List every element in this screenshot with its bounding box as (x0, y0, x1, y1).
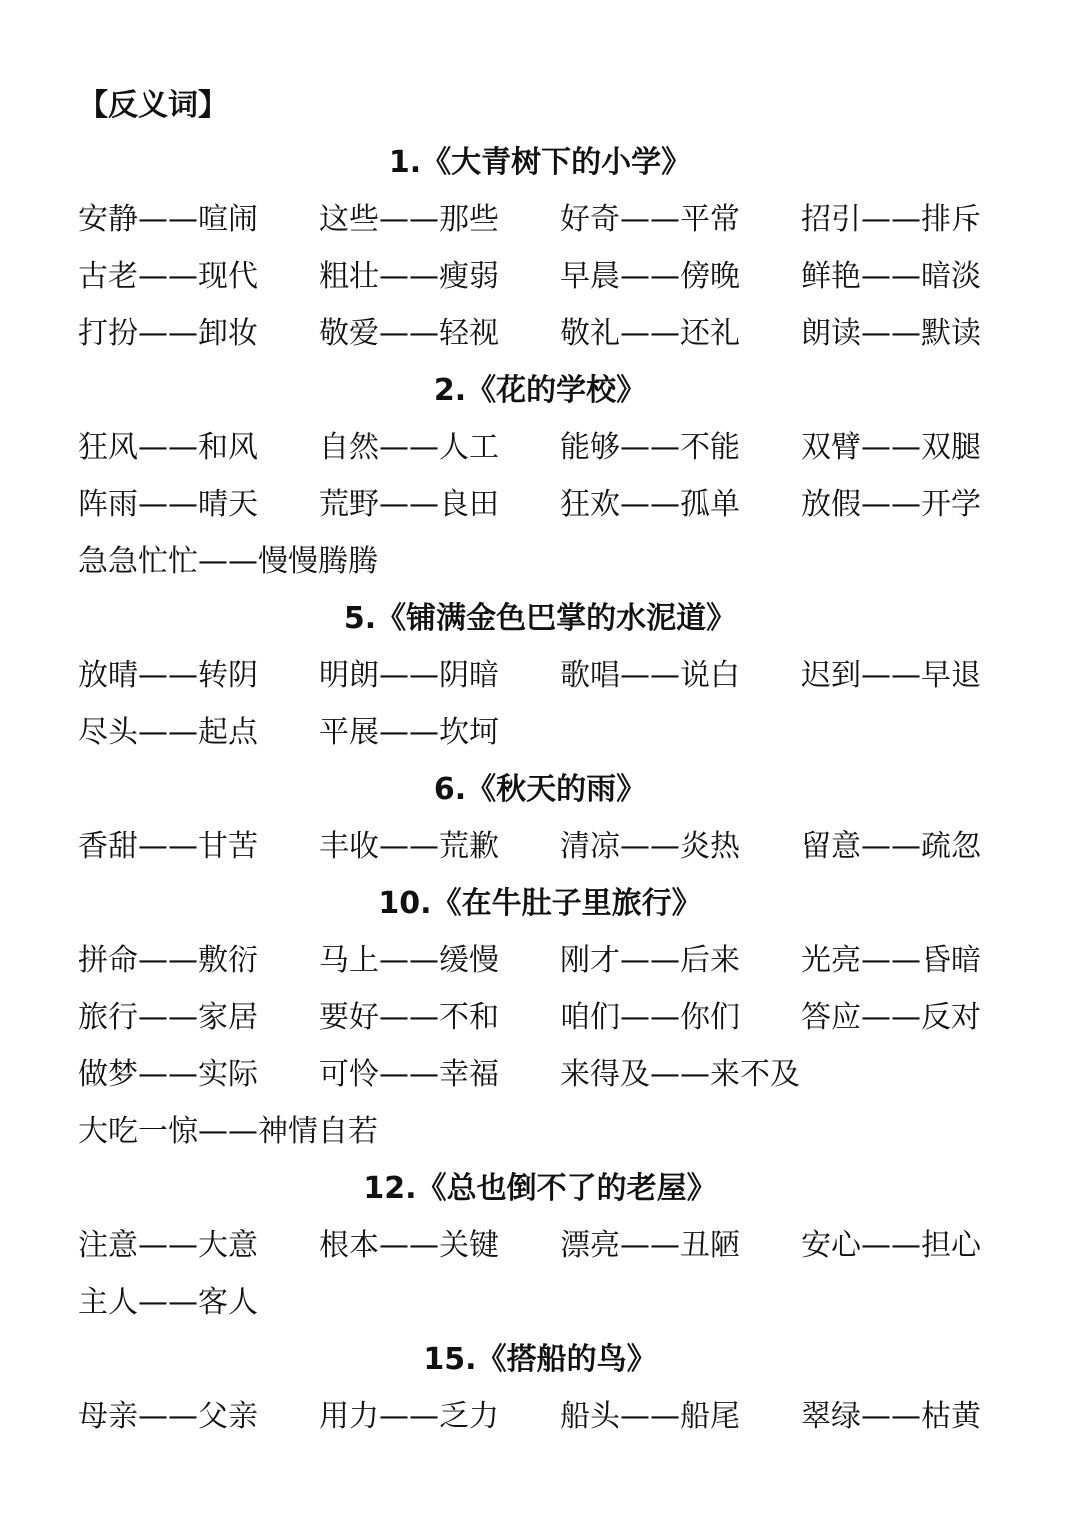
lesson-heading: 1.《大青树下的小学》 (388, 145, 692, 180)
antonym-pair: 可怜——幸福 (319, 1057, 499, 1092)
antonym-pair: 敬爱——轻视 (319, 316, 499, 351)
antonym-row (78, 476, 1080, 533)
antonym-pair: 朗读——默读 (801, 316, 981, 351)
antonym-pair: 鲜艳——暗淡 (801, 259, 981, 294)
antonym-pair: 荒野——良田 (319, 487, 499, 522)
antonym-pair: 丰收——荒歉 (319, 829, 499, 864)
sections-container (78, 134, 1080, 1445)
antonym-row (78, 989, 1080, 1046)
antonym-pair: 漂亮——丑陋 (560, 1228, 740, 1263)
lesson-heading: 15.《搭船的鸟》 (423, 1342, 657, 1377)
antonym-row (78, 1217, 1080, 1274)
lesson-section (78, 1331, 1080, 1445)
antonym-pair: 招引——排斥 (801, 202, 981, 237)
antonym-pair: 马上——缓慢 (319, 943, 499, 978)
antonym-row (78, 647, 1080, 704)
antonym-pair: 双臂——双腿 (801, 430, 981, 465)
antonym-pair: 狂欢——孤单 (560, 487, 740, 522)
antonym-pair: 平展——坎坷 (319, 715, 499, 750)
antonym-pair: 尽头——起点 (78, 715, 258, 750)
antonym-pair: 大吃一惊——神情自若 (78, 1114, 378, 1149)
antonym-pair: 主人——客人 (78, 1285, 258, 1320)
lesson-heading: 5.《铺满金色巴掌的水泥道》 (343, 601, 737, 636)
lesson-section (78, 761, 1080, 875)
antonym-pair: 急急忙忙——慢慢腾腾 (78, 544, 378, 579)
antonym-row (78, 1388, 1080, 1445)
document-title: 【反义词】 (78, 88, 228, 123)
antonym-row (78, 932, 1080, 989)
antonym-pair: 留意——疏忽 (801, 829, 981, 864)
lesson-section (78, 590, 1080, 761)
lesson-heading: 12.《总也倒不了的老屋》 (363, 1171, 717, 1206)
lesson-heading: 6.《秋天的雨》 (433, 772, 647, 807)
antonym-pair: 迟到——早退 (801, 658, 981, 693)
antonym-pair: 来得及——来不及 (560, 1057, 800, 1092)
antonym-pair: 这些——那些 (319, 202, 499, 237)
antonym-pair: 早晨——傍晚 (560, 259, 740, 294)
antonym-pair: 光亮——昏暗 (801, 943, 981, 978)
antonym-pair: 旅行——家居 (78, 1000, 258, 1035)
antonym-row (78, 248, 1080, 305)
antonym-row (78, 419, 1080, 476)
antonym-pair: 打扮——卸妆 (78, 316, 258, 351)
antonym-row (78, 1046, 1080, 1103)
antonym-pair: 答应——反对 (801, 1000, 981, 1035)
lesson-section (78, 362, 1080, 590)
antonym-pair: 母亲——父亲 (78, 1399, 258, 1434)
antonym-pair: 香甜——甘苦 (78, 829, 258, 864)
antonym-pair: 安心——担心 (801, 1228, 981, 1263)
lesson-section (78, 875, 1080, 1160)
antonym-pair: 好奇——平常 (560, 202, 740, 237)
antonym-row (78, 1274, 1080, 1331)
antonym-pair: 注意——大意 (78, 1228, 258, 1263)
antonym-pair: 明朗——阴暗 (319, 658, 499, 693)
antonym-pair: 用力——乏力 (319, 1399, 499, 1434)
antonym-pair: 歌唱——说白 (560, 658, 740, 693)
antonym-row (78, 305, 1080, 362)
antonym-pair: 放晴——转阴 (78, 658, 258, 693)
antonym-pair: 清凉——炎热 (560, 829, 740, 864)
antonym-pair: 船头——船尾 (560, 1399, 740, 1434)
antonym-pair: 狂风——和风 (78, 430, 258, 465)
lesson-section (78, 134, 1080, 362)
antonym-row (78, 704, 1080, 761)
antonym-pair: 安静——喧闹 (78, 202, 258, 237)
antonym-pair: 放假——开学 (801, 487, 981, 522)
antonym-pair: 阵雨——晴天 (78, 487, 258, 522)
antonym-pair: 翠绿——枯黄 (801, 1399, 981, 1434)
antonym-pair: 自然——人工 (319, 430, 499, 465)
antonym-pair: 拼命——敷衍 (78, 943, 258, 978)
lesson-heading: 10.《在牛肚子里旅行》 (378, 886, 702, 921)
antonym-row (78, 818, 1080, 875)
lesson-section (78, 1160, 1080, 1331)
antonym-pair: 敬礼——还礼 (560, 316, 740, 351)
antonym-pair: 刚才——后来 (560, 943, 740, 978)
antonym-pair: 古老——现代 (78, 259, 258, 294)
antonym-pair: 咱们——你们 (560, 1000, 740, 1035)
lesson-heading: 2.《花的学校》 (433, 373, 647, 408)
antonym-pair: 能够——不能 (560, 430, 740, 465)
antonym-pair: 要好——不和 (319, 1000, 499, 1035)
antonym-row (78, 1103, 1080, 1160)
antonym-row (78, 533, 1080, 590)
antonym-pair: 根本——关键 (319, 1228, 499, 1263)
antonym-pair: 粗壮——瘦弱 (319, 259, 499, 294)
antonym-pair: 做梦——实际 (78, 1057, 258, 1092)
antonym-row (78, 191, 1080, 248)
